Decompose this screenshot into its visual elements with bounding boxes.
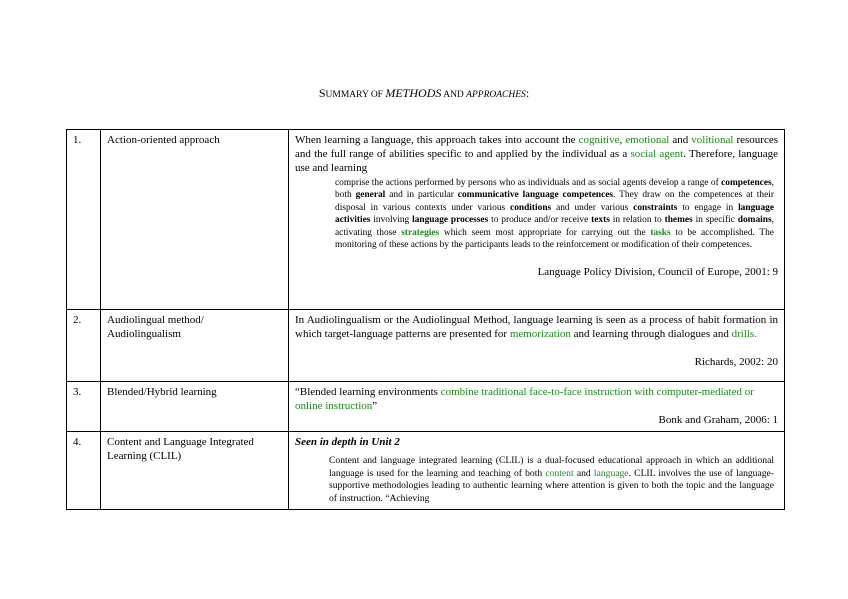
page-title: SUMMARY OF METHODS AND APPROACHES: <box>318 86 530 100</box>
description-text: When learning a language, this approach takes into account the cognitive, emotional and volitional resources and the full range of abilities specific to and applied by the individual as a social agent. Therefore, language use and learning <box>295 134 779 174</box>
method-description <box>289 130 785 310</box>
citation: Bonk and Graham, 2006: 1 <box>658 414 778 426</box>
method-description <box>289 432 785 510</box>
citation: Language Policy Division, Council of Europe, 2001: 9 <box>537 266 778 279</box>
row-number: 2. <box>67 310 101 382</box>
unit-reference: Seen in depth in Unit 2 <box>295 436 400 448</box>
method-description <box>289 382 785 432</box>
method-name: Action-oriented approach <box>101 130 289 310</box>
row-number: 3. <box>67 382 101 432</box>
table-row <box>67 310 785 382</box>
block-quote: comprise the actions performed by persons who as individuals and as social agents develop a range of competences, both general and in particular communicative language competences. They draw on the competences at their disposal in various contexts under various conditions and under various constraints to engage in language activities involving language processes to produce and/or receive texts in relation to themes in specific domains, activating those strategies which seem most appropriate for carrying out the tasks to be accomplished. The monitoring of these actions by the participants leads to the reinforcement or modification of their competences. <box>335 178 775 251</box>
table-row <box>67 130 785 310</box>
methods-table <box>66 129 785 510</box>
table-row <box>67 432 785 510</box>
row-number: 4. <box>67 432 101 510</box>
table-row <box>67 382 785 432</box>
method-name: Blended/Hybrid learning <box>101 382 289 432</box>
description-text: In Audiolingualism or the Audiolingual Method, language learning is seen as a process of habit formation in which target-language patterns are presented for memorization and learning through dialogues and drills. <box>295 314 778 340</box>
method-description <box>289 310 785 382</box>
method-name: Audiolingual method/ Audiolingualism <box>101 310 289 382</box>
method-name: Content and Language Integrated Learning (CLIL) <box>101 432 289 510</box>
citation: Richards, 2002: 20 <box>694 356 778 368</box>
block-quote: Content and language integrated learning (CLIL) is a dual-focused educational approach in which an additional language is used for the learning and teaching of both content and language. CLIL involves the use of language-supportive methodologies leading to authentic learning where attention is given to both the topic and the language of instruction. “Achieving <box>329 455 774 504</box>
description-text: “Blended learning environments combine traditional face-to-face instruction with computer-mediated or online instruction” <box>295 386 754 412</box>
row-number: 1. <box>67 130 101 310</box>
